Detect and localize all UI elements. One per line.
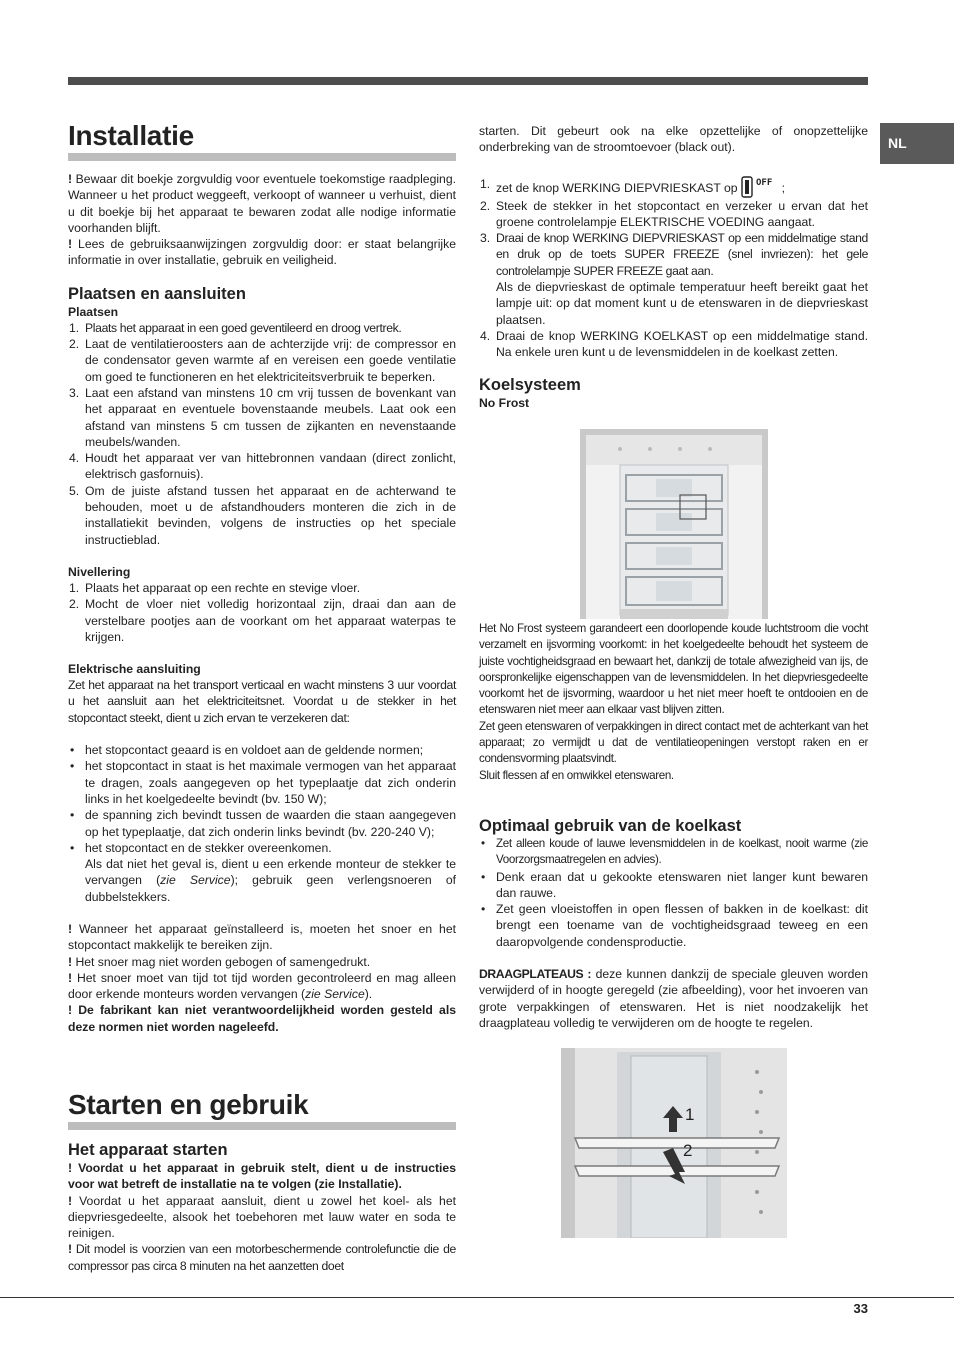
language-tab	[880, 123, 954, 164]
heading-apparaat-starten: Het apparaat starten	[68, 1141, 228, 1159]
list-item: 1. Plaats het apparaat op een rechte en stevige vloer.	[69, 580, 361, 595]
list-item: 3. Laat een afstand van minstens 10 cm vrij tussen de bovenkant van het apparaat en eventuele bovenstaande meubels. Laat ook een afstand van minstens 5 cm tussen de zijkanten en nevenstaande meubels/wanden.	[69, 385, 456, 449]
language-tab-label: NL	[888, 135, 907, 151]
electric-list	[68, 742, 456, 856]
list-item: • het stopcontact en de stekker overeenkomen.	[70, 840, 332, 855]
svg-text:1: 1	[685, 1105, 695, 1124]
section-optimaal	[479, 817, 868, 1031]
list-item: • het stopcontact geaard is en voldoet aan de geldende normen;	[70, 743, 424, 758]
heading-installatie: Installatie	[68, 120, 456, 161]
warning-4: ! De fabrikant kan niet verantwoordelijkheid worden gesteld als deze normen niet worden nageleefd.	[68, 1003, 456, 1034]
list-item: 1. zet de knop WERKING DIEPVRIESKAST op OFF ;	[479, 176, 868, 198]
electric-extra: Als dat niet het geval is, dient u een erkende monteur de stekker te vervangen (zie Service); gebruik geen verlengsnoeren of dubbelstekkers.	[85, 857, 456, 904]
subheading-no-frost: No Frost	[479, 395, 530, 410]
nofrost-paragraph-2: Zet geen etenswaren of verpakkingen in direct contact met de achterkant van het apparaat; zo vermijdt u dat de ventilatieopeningen verstopt raken en er condensvorming plaatsvindt.	[479, 719, 868, 766]
subheading-plaatsen: Plaatsen	[68, 304, 119, 319]
continued-paragraph: starten. Dit gebeurt ook na elke opzettelijke of onopzettelijke onderbreking van de stroomtoevoer (black out).	[479, 124, 868, 155]
list-item: • Zet alleen koude of lauwe levensmiddelen in de koelkast, nooit warme (zie Voorzorgsmaatregelen en advies).	[481, 837, 868, 867]
list-item: • het stopcontact in staat is het maximale vermogen van het apparaat te dragen, zoals aangegeven op het typeplaatje dat zich onderin links in het koelgedeelte bevindt (bv. 150 W);	[70, 759, 456, 806]
right-upper-block	[479, 123, 868, 411]
list-item: 4. Houdt het apparaat ver van hittebronnen vandaan (direct zonlicht, elektrisch gasfornuis).	[69, 451, 456, 482]
list-item: 2. Laat de ventilatieroosters aan de achterzijde vrij: de compressor en de condensator geven warmte af en vereisen een goede ventilatie om goed te functioneren en het elektriciteitsverbruik te beperken.	[69, 337, 456, 384]
heading-starten-gebruik: Starten en gebruik	[68, 1089, 456, 1130]
start-bold-note: ! Voordat u het apparaat in gebruik stelt, dient u de instructies voor wat betreft de installatie na te volgen (zie Installatie).	[68, 1161, 456, 1192]
svg-text:OFF: OFF	[755, 177, 772, 188]
list-item: 4. Draai de knop WERKING KOELKAST op een middelmatige stand. Na enkele uren kunt u de levensmiddelen in de koelkast zetten.	[480, 328, 868, 360]
nofrost-paragraph-1: Het No Frost systeem garandeert een doorlopende koude luchtstroom die vocht verzamelt en ijsvorming voorkomt: in het koelgedeelte behoudt het systeem de juiste vochtigheidsgraad en bewaart het, dankzij de totale afwezigheid van ijs, de oorspronkelijke eigenschappen van de levensmiddelen. In het diepvriesgedeelte voorkomt het de ijsvorming, waardoor u het niet meer hoeft te ontdooien en de etenswaren niet meer aan elkaar vast blijven zitten.	[479, 622, 868, 717]
intro-paragraph-2: ! Lees de gebruiksaanwijzingen zorgvuldig door: er staat belangrijke informatie in over installatie, gebruik en veiligheid.	[68, 237, 456, 268]
list-item: 1. Plaats het apparaat in een goed geventileerd en droog vertrek.	[69, 320, 402, 335]
intro-paragraph-1: ! Bewaar dit boekje zorgvuldig voor eventuele toekomstige raadpleging. Wanneer u het product weggeeft, verkoopt of wanneer u verhuist, dient u dit boekje bij het apparaat te bewaren zodat alle nodige informatie voorhanden blijft.	[68, 172, 456, 235]
electric-intro: Zet het apparaat na het transport verticaal en wacht minstens 3 uur voordat u het aansluit aan het elektriciteitsnet. Voordat u de stekker in het stopcontact steekt, dient u zich ervan te verzekeren dat:	[68, 678, 456, 725]
subheading-elektrische-aansluiting: Elektrische aansluiting	[68, 662, 201, 677]
section-starten	[68, 1089, 456, 1274]
list-item: 3. Draai de knop WERKING DIEPVRIESKAST op een middelmatige stand en druk op de toets SUPER FREEZE (snel invriezen): het gele controlelampje SUPER FREEZE gaat aan. Als de diepvrieskast de optimale temperatuur heeft bereikt gaat het lampje uit: op dat moment kunt u de etenswaren in de diepvrieskast plaatsen.	[480, 231, 868, 327]
list-item: • Zet geen vloeistoffen in open flessen of bakken in de koelkast: dit brengt een toename van de vochtigheidsgraad teweeg en een daaropvolgende condensproductie.	[481, 902, 868, 949]
warning-1: ! Wanneer het apparaat geïnstalleerd is, moeten het snoer en het stopcontact makkelijk te bereiken zijn.	[68, 921, 456, 953]
heading-optimaal-gebruik: Optimaal gebruik van de koelkast	[479, 817, 742, 835]
warning-3: ! Het snoer moet van tijd tot tijd worden gecontroleerd en mag alleen door erkende monteurs worden vervangen (zie Service).	[68, 970, 456, 1002]
list-item: • de spanning zich bevindt tussen de waarden die staan aangegeven op het typeplaatje, dat zich onderin links bevindt (bv. 220-240 V);	[70, 808, 456, 839]
page-number: 33	[853, 1301, 868, 1316]
list-item: 5. Om de juiste afstand tussen het apparaat en de achterwand te behouden, moet u de afstandhouders monteren die zich in de installatiekit bevinden, volgens de instructies op het speciale instructieblad.	[69, 483, 456, 547]
subheading-nivellering: Nivellering	[68, 564, 131, 579]
heading-koelsysteem: Koelsysteem	[479, 375, 581, 394]
section-installatie	[68, 120, 456, 1035]
nofrost-text	[479, 621, 868, 784]
start-steps-list	[479, 176, 868, 361]
placing-list	[68, 320, 456, 548]
level-list	[68, 580, 456, 645]
nofrost-paragraph-3: Sluit flessen af en omwikkel etenswaren.	[479, 768, 674, 782]
list-item: 2. Steek de stekker in het stopcontact en verzeker u ervan dat het groene controlelampje ELEKTRISCHE VOEDING aangaat.	[480, 198, 868, 229]
svg-text:2: 2	[683, 1141, 693, 1160]
bottom-rule	[0, 1297, 954, 1298]
heading-plaatsen-aansluiten: Plaatsen en aansluiten	[68, 284, 246, 303]
list-item: • Denk eraan dat u gekookte etenswaren niet langer kunt bewaren dan rauwe.	[481, 869, 868, 900]
list-item: 2. Mocht de vloer niet volledig horizontaal zijn, draai dan aan de verstelbare pootjes aan de voorkant om het apparaat waterpas te krijgen.	[69, 597, 456, 644]
warning-2: ! Het snoer mag niet worden gebogen of samengedrukt.	[68, 954, 371, 969]
freezer-illustration	[580, 429, 768, 619]
off-knob-icon	[740, 176, 780, 198]
shelves-paragraph: DRAAGPLATEAUS : deze kunnen dankzij de speciale gleuven worden verwijderd of in hoogte geregeld (zie afbeelding), voor het invoeren van grote verpakkingen of etenswaren. Het is niet noodzakelijk het draagplateau volledig te verwijderen om de hoogte te regelen.	[479, 967, 868, 1030]
top-rule	[68, 77, 868, 85]
start-paragraph-1: ! Voordat u het apparaat aansluit, dient u zowel het koel- als het diepvriesgedeelte, alsook het toebehoren met lauw water en soda te reinigen.	[68, 1193, 456, 1241]
optimal-list	[479, 836, 868, 950]
shelf-adjust-illustration	[561, 1048, 787, 1238]
start-paragraph-2: ! Dit model is voorzien van een motorbeschermende controlefunctie die de compressor pas circa 8 minuten na het aanzetten doet	[68, 1242, 456, 1273]
